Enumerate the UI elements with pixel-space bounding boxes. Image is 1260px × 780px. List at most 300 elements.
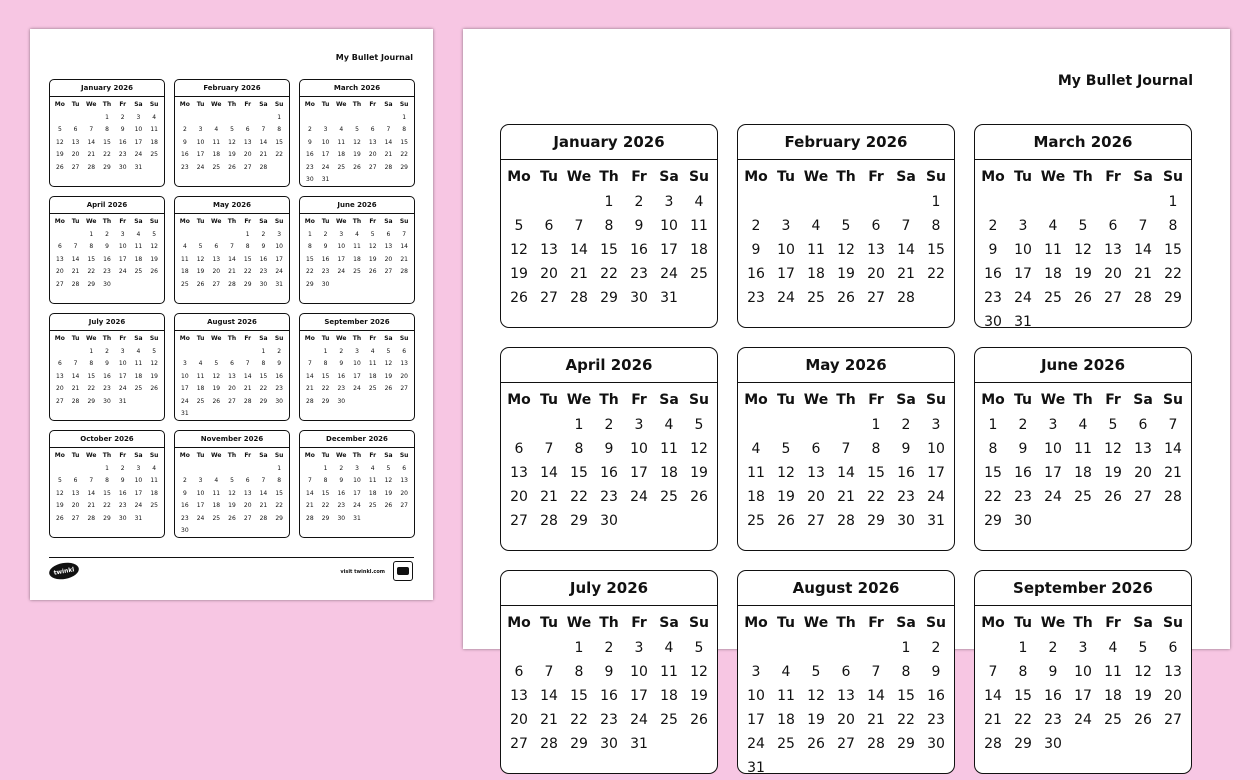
- day-number: 9: [604, 441, 614, 457]
- day-number: 3: [1048, 417, 1058, 433]
- weekday-label: Tu: [540, 169, 558, 185]
- day-number: 31: [134, 163, 143, 171]
- empty-day-cell: [564, 190, 594, 214]
- day-number: 19: [150, 255, 158, 263]
- empty-day-cell: [224, 229, 240, 242]
- day-number: 3: [198, 477, 203, 484]
- day-number: 27: [510, 513, 528, 529]
- weekday-label: We: [1040, 169, 1066, 185]
- weekday-label: We: [803, 169, 829, 185]
- weekday-label: Su: [925, 169, 947, 185]
- day-number: 4: [152, 464, 157, 472]
- day-number: 3: [339, 230, 344, 238]
- day-number: 19: [384, 372, 393, 380]
- day-number: 29: [103, 163, 111, 171]
- day-number: 18: [150, 138, 158, 146]
- day-number: 12: [690, 664, 708, 680]
- weekday-label: Mo: [179, 218, 190, 225]
- day-number: 2: [277, 347, 282, 355]
- day-number: 8: [323, 360, 328, 367]
- day-number: 2: [307, 126, 312, 133]
- day-number: 1: [277, 113, 282, 121]
- day-number: 21: [867, 712, 885, 728]
- weekday-label: Tu: [321, 452, 330, 459]
- day-number: 7: [261, 126, 266, 133]
- day-number: 22: [867, 489, 885, 505]
- weekday-label: Fr: [244, 101, 252, 108]
- empty-day-cell: [68, 463, 84, 476]
- weekday-label: Fr: [631, 392, 647, 408]
- day-number: 1: [931, 194, 941, 210]
- empty-day-cell: [333, 112, 349, 125]
- day-number: 18: [1104, 688, 1122, 704]
- day-number: 13: [228, 372, 236, 380]
- day-grid: [175, 214, 289, 291]
- day-number: 18: [807, 266, 825, 282]
- day-number: 17: [196, 151, 205, 158]
- day-number: 14: [259, 138, 268, 146]
- day-number: 5: [1078, 218, 1088, 234]
- day-number: 10: [337, 243, 346, 250]
- day-number: 20: [400, 372, 408, 380]
- journal-title: My Bullet Journal: [1057, 73, 1193, 89]
- day-number: 21: [897, 266, 915, 282]
- day-number: 21: [984, 712, 1002, 728]
- day-number: 23: [1014, 489, 1032, 505]
- day-number: 5: [57, 477, 62, 484]
- day-number: 12: [368, 243, 377, 250]
- empty-day-cell: [208, 346, 224, 359]
- day-number: 3: [120, 347, 125, 355]
- day-number: 3: [355, 347, 359, 355]
- day-number: 12: [510, 242, 528, 258]
- empty-day-cell: [240, 346, 256, 359]
- day-number: 24: [134, 502, 143, 509]
- weekday-label: Tu: [540, 615, 558, 631]
- day-number: 16: [927, 688, 945, 704]
- day-number: 1: [901, 640, 911, 656]
- day-number: 20: [1164, 688, 1182, 704]
- day-number: 13: [1134, 441, 1152, 457]
- day-number: 18: [181, 268, 189, 275]
- day-number: 17: [1044, 465, 1062, 481]
- day-number: 16: [337, 372, 346, 380]
- day-number: 7: [73, 360, 78, 367]
- day-number: 21: [87, 502, 96, 509]
- day-number: 17: [321, 151, 330, 158]
- weekday-label: We: [86, 335, 97, 342]
- day-number: 25: [1074, 489, 1092, 505]
- day-number: 25: [777, 736, 795, 752]
- weekday-label: Sa: [384, 335, 393, 342]
- day-grid: [975, 160, 1191, 334]
- day-number: 22: [243, 268, 252, 275]
- weekday-label: We: [211, 452, 222, 459]
- day-number: 18: [368, 489, 377, 497]
- day-number: 29: [570, 736, 588, 752]
- day-number: 19: [837, 266, 855, 282]
- month-title: July 2026: [50, 314, 164, 331]
- day-number: 17: [337, 255, 346, 263]
- day-number: 30: [103, 280, 111, 288]
- weekday-label: Su: [925, 392, 947, 408]
- day-number: 8: [988, 441, 998, 457]
- day-number: 1: [307, 230, 312, 238]
- day-number: 22: [87, 268, 96, 275]
- day-number: 30: [306, 176, 314, 183]
- day-number: 13: [368, 138, 377, 146]
- weekday-label: Fr: [244, 218, 252, 225]
- empty-day-cell: [208, 112, 224, 125]
- day-number: 12: [228, 489, 236, 497]
- day-number: 26: [384, 385, 393, 392]
- day-number: 16: [118, 489, 127, 497]
- day-number: 28: [306, 514, 314, 522]
- day-number: 27: [1164, 712, 1182, 728]
- day-number: 29: [897, 736, 915, 752]
- day-number: 26: [837, 290, 855, 306]
- day-number: 11: [747, 465, 765, 481]
- weekday-label: Su: [274, 218, 284, 225]
- day-number: 28: [984, 736, 1002, 752]
- day-number: 30: [1044, 736, 1062, 752]
- weekday-label: Th: [102, 101, 112, 108]
- month-calendar: [299, 313, 415, 421]
- day-number: 21: [228, 268, 236, 275]
- day-number: 17: [196, 502, 205, 509]
- day-number: 20: [1104, 266, 1122, 282]
- day-number: 27: [384, 268, 393, 275]
- day-number: 21: [306, 502, 314, 509]
- day-number: 8: [1168, 218, 1178, 234]
- day-number: 9: [105, 243, 109, 250]
- day-number: 15: [259, 372, 268, 380]
- day-number: 25: [212, 163, 221, 171]
- day-number: 4: [355, 230, 359, 238]
- day-number: 20: [56, 385, 64, 392]
- weekday-label: Sa: [1133, 169, 1153, 185]
- day-number: 15: [1164, 242, 1182, 258]
- empty-day-cell: [224, 463, 240, 476]
- weekday-label: Fr: [119, 101, 127, 108]
- day-number: 2: [105, 347, 109, 355]
- day-number: 17: [777, 266, 795, 282]
- weekday-label: Th: [836, 392, 856, 408]
- day-number: 3: [198, 126, 203, 133]
- day-number: 22: [570, 489, 588, 505]
- day-number: 23: [103, 268, 111, 275]
- month-calendar: [500, 570, 718, 774]
- day-number: 17: [275, 255, 283, 263]
- day-number: 15: [570, 688, 588, 704]
- day-number: 11: [212, 138, 221, 146]
- day-number: 7: [230, 243, 234, 250]
- empty-day-cell: [365, 112, 381, 125]
- day-number: 26: [150, 268, 158, 275]
- day-number: 29: [570, 513, 588, 529]
- empty-day-cell: [891, 190, 921, 214]
- day-number: 11: [337, 138, 346, 146]
- empty-day-cell: [208, 463, 224, 476]
- day-number: 4: [664, 417, 674, 433]
- day-number: 19: [1134, 688, 1152, 704]
- day-number: 18: [212, 151, 221, 158]
- month-calendar: [49, 79, 165, 187]
- day-number: 19: [384, 489, 393, 497]
- month-calendar: [174, 196, 290, 304]
- day-number: 27: [71, 163, 80, 171]
- weekday-label: Th: [836, 169, 856, 185]
- day-number: 26: [1074, 290, 1092, 306]
- day-number: 22: [321, 502, 330, 509]
- day-number: 7: [89, 477, 94, 484]
- day-number: 17: [747, 712, 765, 728]
- day-number: 5: [811, 664, 821, 680]
- day-number: 12: [837, 242, 855, 258]
- month-title: August 2026: [738, 571, 954, 606]
- day-number: 25: [1044, 290, 1062, 306]
- day-number: 8: [277, 126, 282, 133]
- day-number: 5: [230, 126, 234, 133]
- day-number: 21: [1134, 266, 1152, 282]
- weekday-label: Mo: [54, 452, 65, 459]
- day-number: 14: [259, 489, 268, 497]
- day-number: 2: [751, 218, 761, 234]
- day-number: 21: [384, 151, 393, 158]
- day-number: 3: [136, 113, 141, 121]
- weekday-label: Th: [1073, 169, 1093, 185]
- day-number: 22: [570, 712, 588, 728]
- empty-day-cell: [534, 190, 564, 214]
- day-number: 23: [984, 290, 1002, 306]
- day-number: 5: [694, 640, 704, 656]
- day-number: 14: [71, 255, 80, 263]
- day-number: 7: [1168, 417, 1178, 433]
- day-number: 27: [212, 280, 221, 288]
- twinkl-badge-icon: [393, 561, 413, 581]
- day-number: 6: [514, 664, 524, 680]
- day-number: 5: [214, 360, 219, 367]
- empty-day-cell: [861, 636, 891, 660]
- empty-day-cell: [177, 346, 193, 359]
- day-number: 18: [777, 712, 795, 728]
- day-number: 31: [321, 176, 330, 183]
- day-number: 7: [901, 218, 911, 234]
- day-number: 7: [245, 360, 250, 367]
- day-number: 4: [370, 464, 375, 472]
- month-title: February 2026: [175, 80, 289, 97]
- month-calendar: [974, 124, 1192, 328]
- day-number: 16: [897, 465, 915, 481]
- day-number: 13: [56, 255, 64, 263]
- day-number: 23: [181, 163, 189, 171]
- day-number: 30: [321, 280, 330, 288]
- day-number: 19: [690, 465, 708, 481]
- weekday-label: Sa: [659, 392, 679, 408]
- empty-day-cell: [52, 346, 68, 359]
- day-grid: [975, 606, 1191, 756]
- day-number: 12: [384, 477, 393, 484]
- day-number: 15: [897, 688, 915, 704]
- day-number: 25: [212, 514, 221, 522]
- empty-day-cell: [318, 112, 334, 125]
- weekday-label: We: [566, 169, 592, 185]
- weekday-label: Tu: [71, 335, 80, 342]
- day-number: 30: [600, 736, 618, 752]
- day-number: 15: [1014, 688, 1032, 704]
- day-number: 6: [402, 347, 407, 355]
- empty-day-cell: [1038, 190, 1068, 214]
- weekday-label: Tu: [321, 101, 330, 108]
- day-number: 20: [71, 502, 80, 509]
- day-number: 14: [1164, 441, 1182, 457]
- day-number: 12: [807, 688, 825, 704]
- empty-day-cell: [504, 413, 534, 437]
- day-grid: [300, 214, 414, 291]
- day-number: 29: [275, 514, 283, 522]
- day-number: 29: [321, 397, 330, 405]
- journal-page-zoomed: [463, 29, 1230, 776]
- day-number: 12: [228, 138, 236, 146]
- day-number: 7: [307, 477, 312, 484]
- day-number: 14: [228, 255, 236, 263]
- day-number: 21: [259, 502, 268, 509]
- day-number: 5: [370, 230, 375, 238]
- day-number: 22: [275, 151, 283, 158]
- weekday-label: Mo: [54, 101, 65, 108]
- day-number: 22: [321, 385, 330, 392]
- day-number: 19: [56, 502, 64, 509]
- weekday-label: Fr: [369, 335, 377, 342]
- empty-day-cell: [381, 112, 397, 125]
- weekday-label: Mo: [744, 615, 768, 631]
- day-number: 8: [574, 664, 584, 680]
- weekday-label: Su: [1162, 169, 1184, 185]
- day-number: 25: [353, 268, 361, 275]
- day-number: 15: [306, 255, 314, 263]
- day-number: 13: [400, 360, 408, 367]
- day-number: 19: [777, 489, 795, 505]
- weekday-label: Su: [1162, 615, 1184, 631]
- day-number: 13: [400, 477, 408, 484]
- day-number: 18: [196, 385, 205, 392]
- day-number: 17: [630, 688, 648, 704]
- day-number: 28: [87, 514, 96, 522]
- day-number: 22: [87, 385, 96, 392]
- month-calendar: [500, 347, 718, 551]
- day-number: 24: [660, 266, 678, 282]
- day-number: 6: [73, 477, 78, 484]
- day-number: 9: [182, 138, 187, 146]
- day-number: 1: [261, 347, 266, 355]
- weekday-label: We: [566, 615, 592, 631]
- month-title: June 2026: [975, 348, 1191, 383]
- empty-day-cell: [801, 190, 831, 214]
- weekday-label: We: [803, 615, 829, 631]
- day-number: 16: [306, 151, 314, 158]
- day-number: 27: [243, 514, 252, 522]
- day-number: 26: [690, 489, 708, 505]
- day-number: 3: [664, 194, 674, 210]
- empty-day-cell: [741, 636, 771, 660]
- day-grid: [175, 331, 289, 421]
- weekday-label: Su: [1162, 392, 1184, 408]
- day-number: 12: [1134, 664, 1152, 680]
- weekday-label: We: [211, 218, 222, 225]
- day-number: 6: [214, 243, 219, 250]
- weekday-label: Th: [227, 218, 237, 225]
- day-number: 15: [275, 138, 283, 146]
- weekday-label: Mo: [304, 335, 315, 342]
- day-number: 17: [353, 489, 361, 497]
- empty-day-cell: [741, 190, 771, 214]
- day-number: 25: [134, 268, 143, 275]
- day-number: 6: [73, 126, 78, 133]
- day-number: 1: [323, 464, 328, 472]
- month-calendar: [974, 570, 1192, 774]
- day-number: 2: [339, 464, 344, 472]
- weekday-label: Su: [399, 452, 409, 459]
- day-number: 23: [927, 712, 945, 728]
- day-number: 12: [777, 465, 795, 481]
- day-number: 24: [196, 514, 205, 522]
- day-number: 3: [120, 230, 125, 238]
- day-number: 29: [87, 280, 96, 288]
- day-number: 21: [570, 266, 588, 282]
- day-number: 28: [540, 513, 558, 529]
- day-number: 4: [664, 640, 674, 656]
- month-title: June 2026: [300, 197, 414, 214]
- day-number: 12: [196, 255, 205, 263]
- day-number: 16: [1014, 465, 1032, 481]
- weekday-label: Th: [599, 392, 619, 408]
- weekday-label: We: [86, 218, 97, 225]
- day-number: 14: [570, 242, 588, 258]
- day-number: 23: [337, 502, 346, 509]
- day-number: 24: [337, 268, 346, 275]
- weekday-label: We: [86, 452, 97, 459]
- day-number: 13: [867, 242, 885, 258]
- weekday-label: Tu: [777, 392, 795, 408]
- empty-day-cell: [208, 229, 224, 242]
- day-number: 24: [353, 502, 361, 509]
- day-number: 1: [402, 113, 407, 121]
- weekday-label: Su: [688, 615, 710, 631]
- day-number: 8: [89, 243, 94, 250]
- day-number: 19: [807, 712, 825, 728]
- month-title: September 2026: [300, 314, 414, 331]
- day-number: 24: [1014, 290, 1032, 306]
- weekday-label: Mo: [981, 169, 1005, 185]
- day-number: 16: [984, 266, 1002, 282]
- day-number: 24: [630, 489, 648, 505]
- day-number: 19: [353, 151, 361, 158]
- day-number: 3: [931, 417, 941, 433]
- day-number: 6: [245, 126, 250, 133]
- day-number: 11: [150, 126, 158, 133]
- day-number: 5: [230, 477, 234, 484]
- weekday-label: Fr: [119, 218, 127, 225]
- day-number: 25: [150, 502, 158, 509]
- day-number: 24: [630, 712, 648, 728]
- day-number: 27: [510, 736, 528, 752]
- empty-day-cell: [193, 229, 209, 242]
- day-grid: [50, 448, 164, 525]
- day-number: 2: [120, 464, 125, 472]
- day-number: 21: [837, 489, 855, 505]
- month-title: April 2026: [50, 197, 164, 214]
- day-number: 18: [337, 151, 346, 158]
